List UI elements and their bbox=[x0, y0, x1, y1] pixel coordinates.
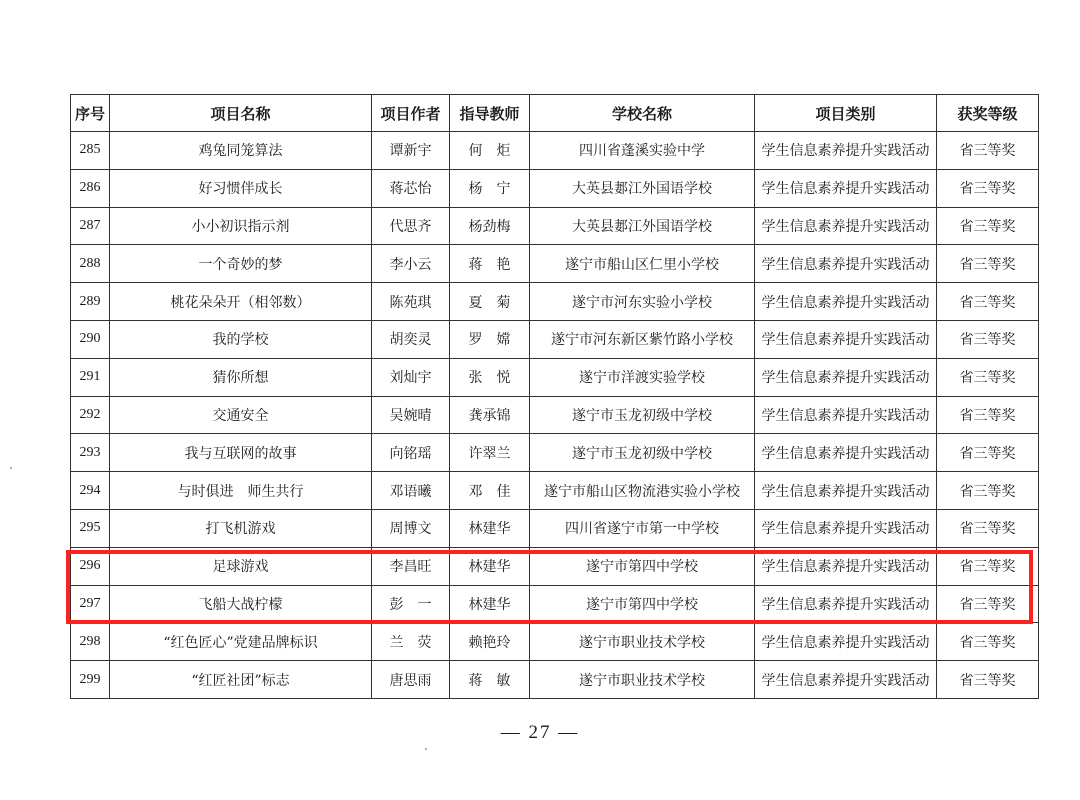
cell-project-name: 飞船大战柠檬 bbox=[110, 585, 372, 623]
table-row bbox=[71, 661, 1039, 699]
cell-school: 遂宁市职业技术学校 bbox=[530, 623, 755, 661]
cell-school: 大英县郪江外国语学校 bbox=[530, 207, 755, 245]
cell-author: 李昌旺 bbox=[372, 547, 450, 585]
cell-award-level: 省三等奖 bbox=[937, 245, 1039, 283]
cell-project-name: 小小初识指示剂 bbox=[110, 207, 372, 245]
table-row bbox=[71, 434, 1039, 472]
cell-no: 288 bbox=[71, 245, 110, 283]
cell-category: 学生信息素养提升实践活动 bbox=[755, 661, 937, 699]
cell-school: 遂宁市第四中学校 bbox=[530, 585, 755, 623]
cell-project-name: 与时俱进 师生共行 bbox=[110, 472, 372, 510]
cell-school: 四川省蓬溪实验中学 bbox=[530, 132, 755, 170]
cell-school: 遂宁市玉龙初级中学校 bbox=[530, 396, 755, 434]
cell-school: 遂宁市河东实验小学校 bbox=[530, 283, 755, 321]
cell-author: 兰 荧 bbox=[372, 623, 450, 661]
cell-school: 遂宁市洋渡实验学校 bbox=[530, 358, 755, 396]
table-row bbox=[71, 547, 1039, 585]
cell-school: 大英县郪江外国语学校 bbox=[530, 169, 755, 207]
table-row bbox=[71, 132, 1039, 170]
cell-school: 遂宁市玉龙初级中学校 bbox=[530, 434, 755, 472]
cell-category: 学生信息素养提升实践活动 bbox=[755, 547, 937, 585]
table-header bbox=[71, 95, 1039, 132]
cell-teacher: 杨 宁 bbox=[450, 169, 530, 207]
cell-teacher: 夏 菊 bbox=[450, 283, 530, 321]
cell-no: 299 bbox=[71, 661, 110, 699]
cell-teacher: 蒋 敏 bbox=[450, 661, 530, 699]
cell-teacher: 邓 佳 bbox=[450, 472, 530, 510]
cell-no: 287 bbox=[71, 207, 110, 245]
cell-teacher: 龚承锦 bbox=[450, 396, 530, 434]
cell-project-name: 我的学校 bbox=[110, 320, 372, 358]
cell-category: 学生信息素养提升实践活动 bbox=[755, 509, 937, 547]
header-category: 项目类别 bbox=[755, 95, 937, 132]
cell-author: 邓语曦 bbox=[372, 472, 450, 510]
cell-category: 学生信息素养提升实践活动 bbox=[755, 245, 937, 283]
table-body bbox=[71, 132, 1039, 699]
cell-author: 谭新宇 bbox=[372, 132, 450, 170]
header-school: 学校名称 bbox=[530, 95, 755, 132]
cell-teacher: 罗 嫦 bbox=[450, 320, 530, 358]
cell-no: 293 bbox=[71, 434, 110, 472]
table-row bbox=[71, 396, 1039, 434]
cell-category: 学生信息素养提升实践活动 bbox=[755, 585, 937, 623]
cell-award-level: 省三等奖 bbox=[937, 434, 1039, 472]
cell-category: 学生信息素养提升实践活动 bbox=[755, 283, 937, 321]
cell-category: 学生信息素养提升实践活动 bbox=[755, 472, 937, 510]
cell-project-name: 好习惯伴成长 bbox=[110, 169, 372, 207]
cell-award-level: 省三等奖 bbox=[937, 358, 1039, 396]
cell-school: 遂宁市职业技术学校 bbox=[530, 661, 755, 699]
table-row bbox=[71, 472, 1039, 510]
scan-speck bbox=[425, 748, 427, 750]
cell-author: 唐思雨 bbox=[372, 661, 450, 699]
header-teacher: 指导教师 bbox=[450, 95, 530, 132]
cell-no: 296 bbox=[71, 547, 110, 585]
cell-project-name: 桃花朵朵开（相邻数） bbox=[110, 283, 372, 321]
table-row bbox=[71, 169, 1039, 207]
cell-category: 学生信息素养提升实践活动 bbox=[755, 623, 937, 661]
cell-author: 蒋芯怡 bbox=[372, 169, 450, 207]
header-award-level: 获奖等级 bbox=[937, 95, 1039, 132]
cell-award-level: 省三等奖 bbox=[937, 585, 1039, 623]
cell-category: 学生信息素养提升实践活动 bbox=[755, 207, 937, 245]
cell-award-level: 省三等奖 bbox=[937, 169, 1039, 207]
cell-project-name: 鸡兔同笼算法 bbox=[110, 132, 372, 170]
cell-author: 李小云 bbox=[372, 245, 450, 283]
cell-category: 学生信息素养提升实践活动 bbox=[755, 320, 937, 358]
cell-author: 代思齐 bbox=[372, 207, 450, 245]
cell-award-level: 省三等奖 bbox=[937, 207, 1039, 245]
cell-project-name: “红色匠心”党建品牌标识 bbox=[110, 623, 372, 661]
table-row bbox=[71, 623, 1039, 661]
cell-category: 学生信息素养提升实践活动 bbox=[755, 434, 937, 472]
cell-teacher: 赖艳玲 bbox=[450, 623, 530, 661]
cell-no: 285 bbox=[71, 132, 110, 170]
cell-project-name: 足球游戏 bbox=[110, 547, 372, 585]
header-row bbox=[71, 95, 1039, 132]
cell-author: 向铭瑶 bbox=[372, 434, 450, 472]
cell-project-name: “红匠社团”标志 bbox=[110, 661, 372, 699]
table-row bbox=[71, 245, 1039, 283]
table-row bbox=[71, 509, 1039, 547]
cell-category: 学生信息素养提升实践活动 bbox=[755, 396, 937, 434]
cell-no: 297 bbox=[71, 585, 110, 623]
table-row bbox=[71, 358, 1039, 396]
cell-category: 学生信息素养提升实践活动 bbox=[755, 132, 937, 170]
cell-teacher: 杨劲梅 bbox=[450, 207, 530, 245]
cell-award-level: 省三等奖 bbox=[937, 661, 1039, 699]
cell-author: 陈苑琪 bbox=[372, 283, 450, 321]
cell-school: 遂宁市河东新区紫竹路小学校 bbox=[530, 320, 755, 358]
cell-project-name: 一个奇妙的梦 bbox=[110, 245, 372, 283]
header-no: 序号 bbox=[71, 95, 110, 132]
cell-teacher: 林建华 bbox=[450, 509, 530, 547]
cell-project-name: 猜你所想 bbox=[110, 358, 372, 396]
cell-project-name: 交通安全 bbox=[110, 396, 372, 434]
table-row bbox=[71, 585, 1039, 623]
cell-award-level: 省三等奖 bbox=[937, 283, 1039, 321]
cell-award-level: 省三等奖 bbox=[937, 509, 1039, 547]
cell-no: 294 bbox=[71, 472, 110, 510]
cell-project-name: 打飞机游戏 bbox=[110, 509, 372, 547]
cell-author: 刘灿宇 bbox=[372, 358, 450, 396]
page-number: — 27 — bbox=[500, 722, 580, 743]
cell-teacher: 林建华 bbox=[450, 585, 530, 623]
cell-category: 学生信息素养提升实践活动 bbox=[755, 169, 937, 207]
cell-no: 292 bbox=[71, 396, 110, 434]
table-row bbox=[71, 283, 1039, 321]
cell-no: 298 bbox=[71, 623, 110, 661]
cell-author: 周博文 bbox=[372, 509, 450, 547]
cell-project-name: 我与互联网的故事 bbox=[110, 434, 372, 472]
cell-teacher: 许翠兰 bbox=[450, 434, 530, 472]
cell-no: 286 bbox=[71, 169, 110, 207]
cell-school: 遂宁市第四中学校 bbox=[530, 547, 755, 585]
header-project-name: 项目名称 bbox=[110, 95, 372, 132]
cell-award-level: 省三等奖 bbox=[937, 396, 1039, 434]
header-author: 项目作者 bbox=[372, 95, 450, 132]
cell-school: 四川省遂宁市第一中学校 bbox=[530, 509, 755, 547]
cell-category: 学生信息素养提升实践活动 bbox=[755, 358, 937, 396]
cell-award-level: 省三等奖 bbox=[937, 132, 1039, 170]
cell-award-level: 省三等奖 bbox=[937, 472, 1039, 510]
cell-award-level: 省三等奖 bbox=[937, 623, 1039, 661]
cell-no: 289 bbox=[71, 283, 110, 321]
cell-author: 胡奕灵 bbox=[372, 320, 450, 358]
award-table bbox=[70, 94, 1039, 699]
cell-teacher: 何 炬 bbox=[450, 132, 530, 170]
cell-teacher: 张 悦 bbox=[450, 358, 530, 396]
cell-no: 291 bbox=[71, 358, 110, 396]
cell-award-level: 省三等奖 bbox=[937, 320, 1039, 358]
cell-award-level: 省三等奖 bbox=[937, 547, 1039, 585]
cell-author: 吴婉晴 bbox=[372, 396, 450, 434]
cell-author: 彭 一 bbox=[372, 585, 450, 623]
scan-speck bbox=[10, 467, 12, 469]
table-row bbox=[71, 320, 1039, 358]
cell-no: 290 bbox=[71, 320, 110, 358]
cell-teacher: 林建华 bbox=[450, 547, 530, 585]
cell-school: 遂宁市船山区物流港实验小学校 bbox=[530, 472, 755, 510]
cell-no: 295 bbox=[71, 509, 110, 547]
cell-teacher: 蒋 艳 bbox=[450, 245, 530, 283]
table-row bbox=[71, 207, 1039, 245]
cell-school: 遂宁市船山区仁里小学校 bbox=[530, 245, 755, 283]
